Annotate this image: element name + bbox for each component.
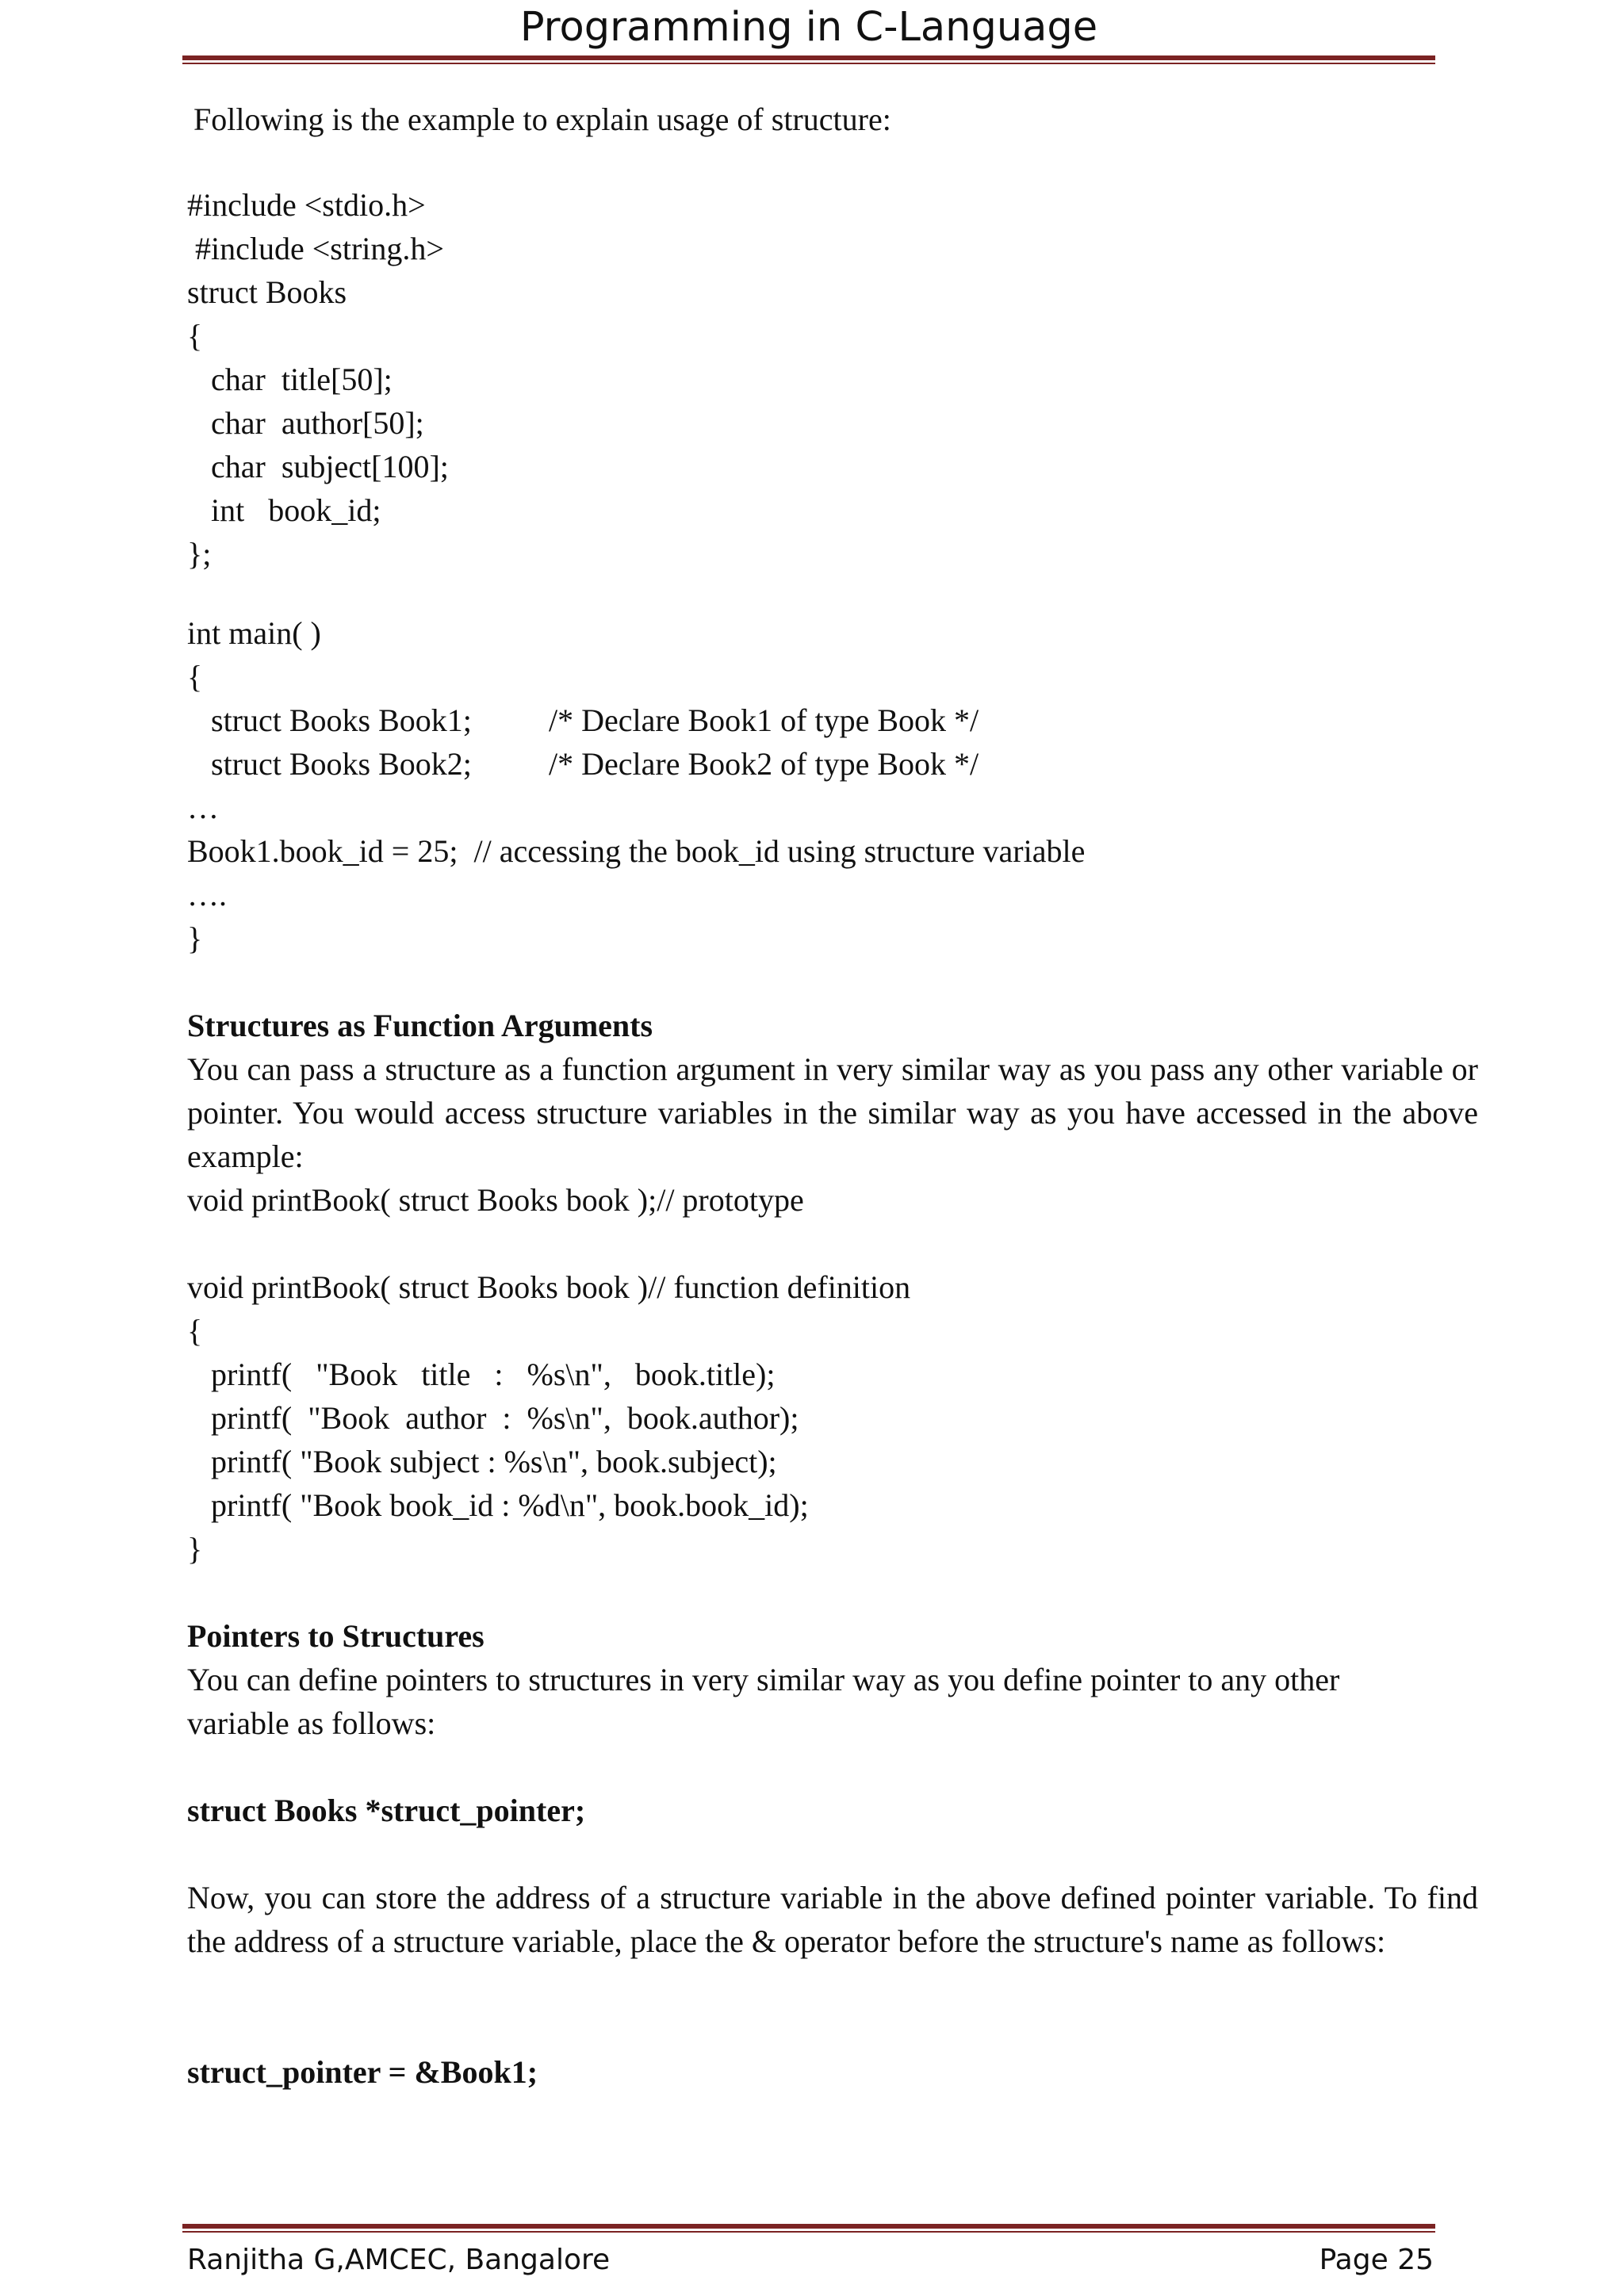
code-line: printf( "Book subject : %s\n", book.subject);: [187, 1444, 777, 1479]
code-line: ….: [187, 877, 227, 913]
paragraph: You can pass a structure as a function argument in very similar way as you pass any other variable or pointer. You would access structure variables in the similar way as you have accessed in the above example:: [187, 1051, 1478, 1174]
code-line: char title[50];: [187, 362, 393, 397]
section-heading: Structures as Function Arguments: [187, 1008, 653, 1043]
code-line: void printBook( struct Books book )// function definition: [187, 1269, 911, 1305]
code-line: struct Books Book1;: [187, 702, 472, 738]
intro-text: Following is the example to explain usage of structure:: [193, 101, 891, 137]
code-line: {: [187, 318, 203, 354]
code-comment: /* Declare Book2 of type Book */: [549, 746, 979, 782]
page-header-title: Programming in C-Language: [519, 4, 1098, 51]
code-line: }: [187, 920, 203, 956]
code-line: #include <stdio.h>: [187, 187, 426, 223]
paragraph: Now, you can store the address of a structure variable in the above defined pointer variable. To find the address of a structure variable, place the & operator before the structure's name as follows:: [187, 1880, 1478, 1959]
section-heading: Pointers to Structures: [187, 1618, 485, 1654]
code-line: int main( ): [187, 615, 321, 651]
code-line: printf( "Book author : %s\n", book.author);: [187, 1400, 799, 1436]
code-line: #include <string.h>: [187, 231, 444, 266]
code-line: struct Books Book2;: [187, 746, 472, 782]
code-line: struct Books: [187, 274, 347, 310]
code-line: }: [187, 1531, 203, 1567]
code-comment: /* Declare Book1 of type Book */: [549, 702, 979, 738]
footer-author: Ranjitha G,AMCEC, Bangalore: [187, 2244, 611, 2276]
code-line: printf( "Book title : %s\n", book.title);: [187, 1357, 776, 1392]
code-line: char subject[100];: [187, 449, 449, 484]
code-line: Book1.book_id = 25; // accessing the book_id using structure variable: [187, 833, 1086, 869]
header-rule-thick: [182, 55, 1435, 60]
code-line: …: [187, 790, 219, 825]
code-line: int book_id;: [187, 492, 381, 528]
footer-page-number: Page 25: [1319, 2244, 1434, 2276]
code-line: void printBook( struct Books book );// prototype: [187, 1182, 804, 1218]
footer-rule-thin: [182, 2231, 1435, 2233]
code-line: {: [187, 1313, 203, 1349]
header-rule-thin: [182, 63, 1435, 64]
paragraph: You can define pointers to structures in very similar way as you define pointer to any other variable as follows:: [187, 1662, 1340, 1741]
code-line: {: [187, 659, 203, 695]
code-line: struct Books *struct_pointer;: [187, 1793, 586, 1828]
code-line: struct_pointer = &Book1;: [187, 2054, 538, 2090]
code-line: printf( "Book book_id : %d\n", book.book_id);: [187, 1487, 809, 1523]
code-line: };: [187, 536, 212, 572]
footer-rule-thick: [182, 2224, 1435, 2229]
code-line: char author[50];: [187, 405, 424, 441]
